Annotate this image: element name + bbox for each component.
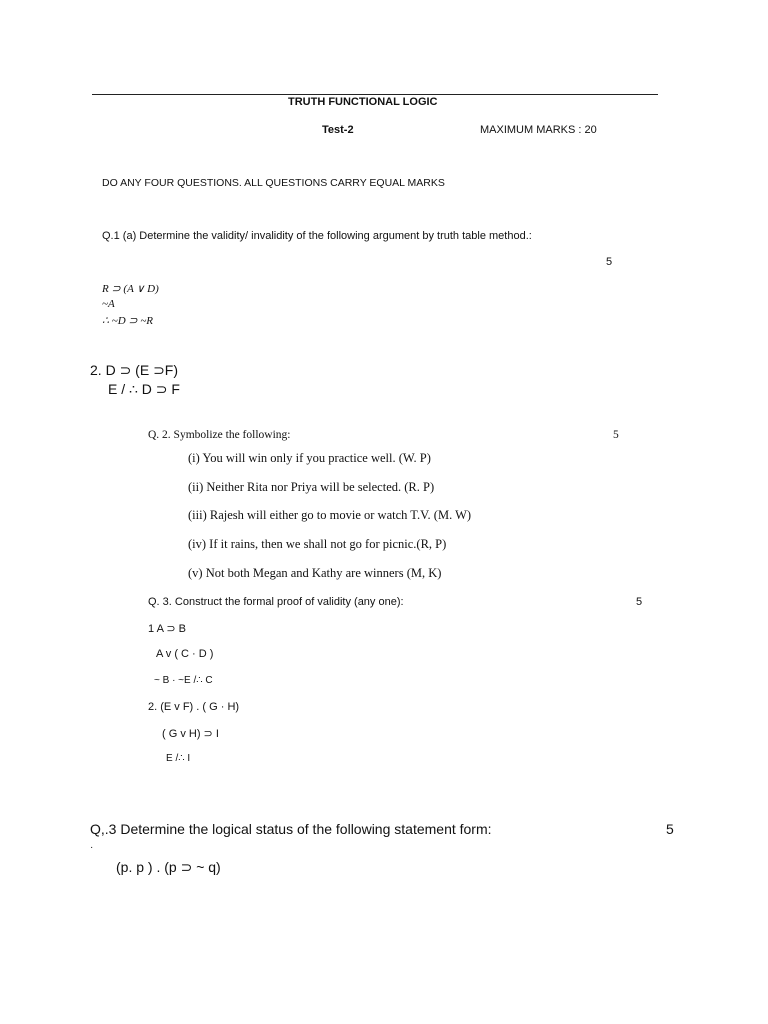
- header-rule: [92, 94, 658, 95]
- q4-heading: Q,.3 Determine the logical status of the following statement form:: [90, 821, 492, 837]
- q2-marks: 5: [613, 429, 619, 441]
- stray-mark: ·: [90, 842, 94, 853]
- q1-premise-1: R ⊃ (A ∨ D): [102, 283, 159, 295]
- q2-item-2: (ii) Neither Rita nor Priya will be selected. (R. P): [188, 480, 435, 494]
- proof1-line-1: 1 A ⊃ B: [148, 623, 186, 635]
- q1-part2-line-2: E / ∴ D ⊃ F: [108, 381, 180, 397]
- q2-item-4: (iv) If it rains, then we shall not go for picnic.(R, P): [188, 537, 447, 551]
- q4-formula: (p. p ) . (p ⊃ ~ q): [116, 859, 221, 875]
- document-title: TRUTH FUNCTIONAL LOGIC: [288, 96, 438, 108]
- q1-conclusion: ∴ ~D ⊃ ~R: [102, 315, 154, 327]
- proof2-line-1: 2. (E v F) . ( G · H): [148, 701, 240, 713]
- q2-heading: Q. 2. Symbolize the following:: [148, 429, 291, 441]
- q1-part2-line-1: 2. D ⊃ (E ⊃F): [90, 362, 179, 378]
- q2-item-1: (i) You will win only if you practice well. (W. P): [188, 451, 431, 465]
- q2-item-5: (v) Not both Megan and Kathy are winners (M, K): [188, 566, 442, 580]
- instructions: DO ANY FOUR QUESTIONS. ALL QUESTIONS CARRY EQUAL MARKS: [102, 177, 445, 189]
- test-label: Test-2: [322, 124, 354, 136]
- proof1-line-3: ~ B · ~E /∴ C: [154, 675, 213, 686]
- proof2-line-3: E /∴ I: [166, 753, 191, 764]
- max-marks: MAXIMUM MARKS : 20: [480, 124, 597, 136]
- q4-marks: 5: [666, 821, 674, 837]
- q2-item-3: (iii) Rajesh will either go to movie or watch T.V. (M. W): [188, 508, 472, 522]
- proof2-line-2: ( G v H) ⊃ I: [162, 728, 219, 740]
- q1-marks: 5: [606, 256, 613, 268]
- q1-premise-2: ~A: [102, 298, 115, 310]
- proof1-line-2: A v ( C · D ): [156, 648, 214, 660]
- q3-marks: 5: [636, 596, 643, 608]
- q3-heading: Q. 3. Construct the formal proof of validity (any one):: [148, 596, 404, 608]
- q1-text: Q.1 (a) Determine the validity/ invalidity of the following argument by truth table method.:: [102, 230, 532, 242]
